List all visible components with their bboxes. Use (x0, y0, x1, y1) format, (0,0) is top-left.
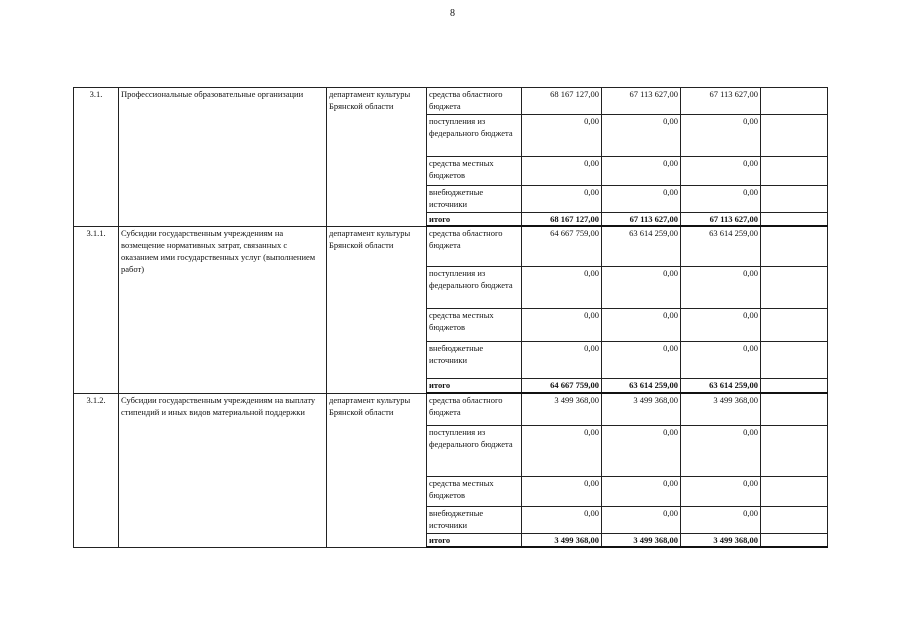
amount-v2: 0,00 (602, 506, 681, 533)
funding-source: поступления из федерального бюджета (427, 425, 522, 476)
empty-cell (761, 115, 828, 157)
amount-v3: 67 113 627,00 (681, 213, 761, 227)
amount-v1: 68 167 127,00 (522, 88, 602, 115)
empty-cell (761, 393, 828, 425)
table-row (74, 393, 828, 425)
amount-v2: 67 113 627,00 (602, 88, 681, 115)
amount-v1: 0,00 (522, 186, 602, 213)
amount-v2: 0,00 (602, 308, 681, 341)
budget-table (73, 87, 828, 548)
funding-source: средства областного бюджета (427, 88, 522, 115)
empty-cell (761, 226, 828, 266)
amount-v1: 3 499 368,00 (522, 393, 602, 425)
empty-cell (761, 213, 828, 227)
funding-source: итого (427, 533, 522, 547)
item-number: 3.1.1. (74, 226, 119, 393)
funding-source: внебюджетные источники (427, 341, 522, 378)
empty-cell (761, 88, 828, 115)
empty-cell (761, 476, 828, 506)
amount-v1: 0,00 (522, 341, 602, 378)
amount-v3: 0,00 (681, 115, 761, 157)
empty-cell (761, 425, 828, 476)
executor: департамент культуры Брянской области (327, 393, 427, 547)
amount-v1: 0,00 (522, 115, 602, 157)
amount-v3: 3 499 368,00 (681, 393, 761, 425)
amount-v3: 63 614 259,00 (681, 378, 761, 393)
empty-cell (761, 506, 828, 533)
amount-v2: 3 499 368,00 (602, 533, 681, 547)
funding-source: внебюджетные источники (427, 506, 522, 533)
amount-v1: 3 499 368,00 (522, 533, 602, 547)
item-name: Субсидии государственным учреждениям на возмещение нормативных затрат, связанных с оказанием ими государственных услуг (выполнением работ) (119, 226, 327, 393)
amount-v3: 3 499 368,00 (681, 533, 761, 547)
amount-v3: 0,00 (681, 476, 761, 506)
amount-v1: 68 167 127,00 (522, 213, 602, 227)
empty-cell (761, 341, 828, 378)
empty-cell (761, 157, 828, 186)
amount-v2: 63 614 259,00 (602, 378, 681, 393)
amount-v2: 0,00 (602, 157, 681, 186)
funding-source: итого (427, 378, 522, 393)
amount-v1: 0,00 (522, 157, 602, 186)
amount-v3: 0,00 (681, 186, 761, 213)
funding-source: поступления из федерального бюджета (427, 266, 522, 308)
empty-cell (761, 533, 828, 547)
executor: департамент культуры Брянской области (327, 226, 427, 393)
amount-v2: 0,00 (602, 115, 681, 157)
amount-v3: 0,00 (681, 341, 761, 378)
amount-v1: 64 667 759,00 (522, 226, 602, 266)
amount-v3: 0,00 (681, 425, 761, 476)
amount-v2: 3 499 368,00 (602, 393, 681, 425)
executor: департамент культуры Брянской области (327, 88, 427, 227)
amount-v3: 0,00 (681, 266, 761, 308)
amount-v3: 0,00 (681, 157, 761, 186)
item-name: Профессиональные образовательные организации (119, 88, 327, 227)
funding-source: средства местных бюджетов (427, 308, 522, 341)
table-row (74, 88, 828, 115)
amount-v2: 0,00 (602, 476, 681, 506)
funding-source: итого (427, 213, 522, 227)
empty-cell (761, 378, 828, 393)
amount-v2: 0,00 (602, 186, 681, 213)
item-number: 3.1.2. (74, 393, 119, 547)
empty-cell (761, 308, 828, 341)
amount-v2: 0,00 (602, 341, 681, 378)
amount-v1: 0,00 (522, 266, 602, 308)
amount-v3: 0,00 (681, 506, 761, 533)
funding-source: средства областного бюджета (427, 393, 522, 425)
amount-v2: 67 113 627,00 (602, 213, 681, 227)
amount-v2: 0,00 (602, 425, 681, 476)
funding-source: поступления из федерального бюджета (427, 115, 522, 157)
funding-source: средства областного бюджета (427, 226, 522, 266)
table-row (74, 226, 828, 266)
empty-cell (761, 266, 828, 308)
amount-v1: 0,00 (522, 476, 602, 506)
page-number: 8 (450, 8, 455, 19)
funding-source: внебюджетные источники (427, 186, 522, 213)
amount-v1: 0,00 (522, 506, 602, 533)
amount-v1: 64 667 759,00 (522, 378, 602, 393)
amount-v2: 63 614 259,00 (602, 226, 681, 266)
amount-v3: 63 614 259,00 (681, 226, 761, 266)
amount-v3: 67 113 627,00 (681, 88, 761, 115)
amount-v1: 0,00 (522, 308, 602, 341)
funding-source: средства местных бюджетов (427, 157, 522, 186)
empty-cell (761, 186, 828, 213)
amount-v3: 0,00 (681, 308, 761, 341)
funding-source: средства местных бюджетов (427, 476, 522, 506)
amount-v1: 0,00 (522, 425, 602, 476)
amount-v2: 0,00 (602, 266, 681, 308)
item-name: Субсидии государственным учреждениям на выплату стипендий и иных видов материальной поддержки (119, 393, 327, 547)
item-number: 3.1. (74, 88, 119, 227)
